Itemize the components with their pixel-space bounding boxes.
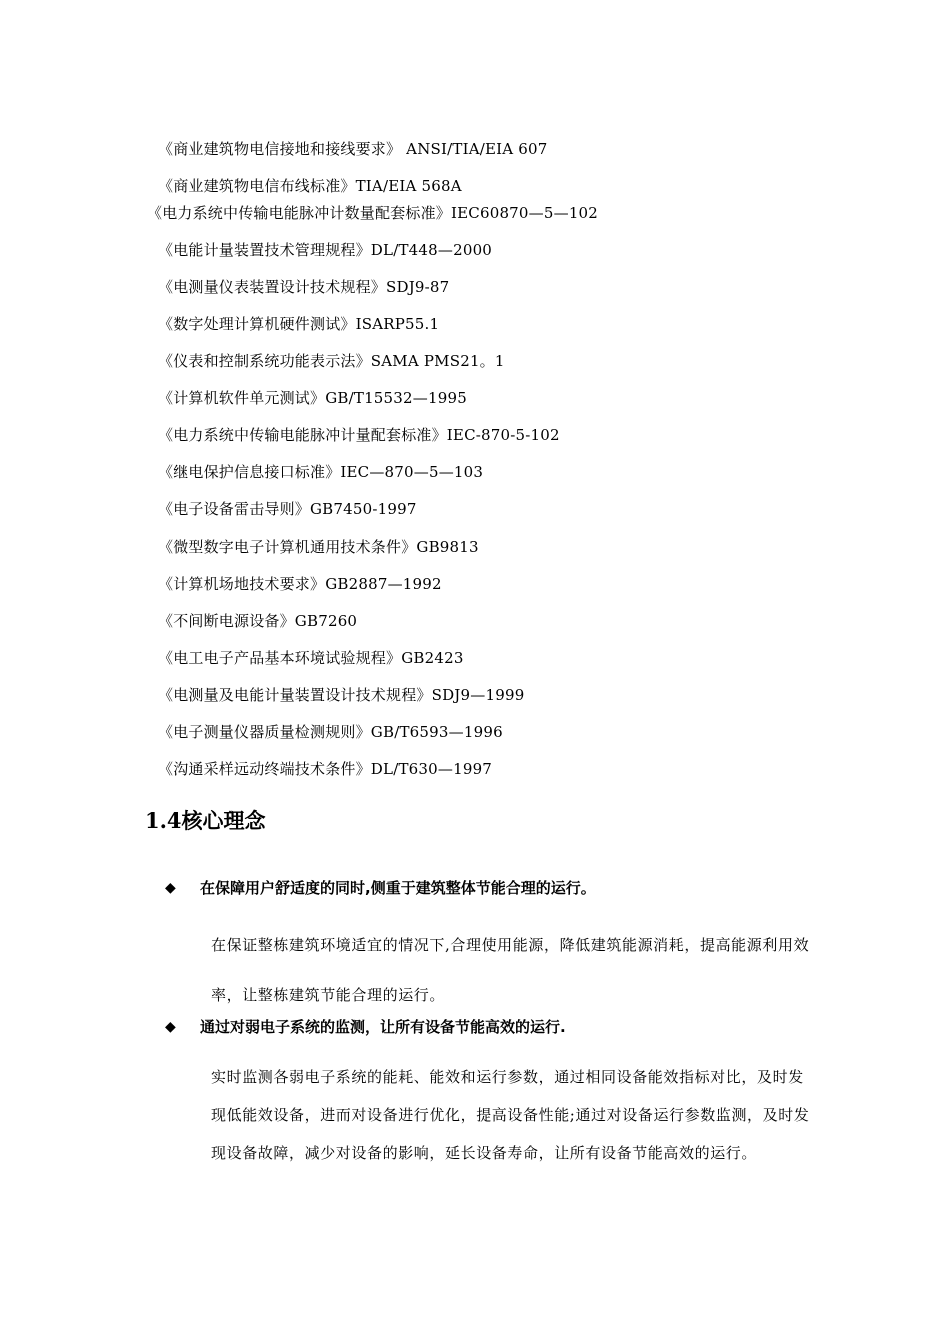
point-body: 在保证整栋建筑环境适宜的情况下,合理使用能源，降低建筑能源消耗，提高能源利用效率，让整栋建筑节能合理的运行。 [211, 936, 810, 1004]
standard-item: 《仪表和控制系统功能表示法》SAMA PMS21。1 [158, 352, 505, 370]
standard-item: 《商业建筑物电信布线标准》TIA/EIA 568A [158, 177, 462, 195]
standard-item: 《计算机场地技术要求》GB2887—1992 [158, 575, 442, 593]
standard-item: 《电测量仪表装置设计技术规程》SDJ9-87 [158, 278, 450, 296]
diamond-bullet-icon: ◆ [165, 880, 176, 896]
standard-item: 《电力系统中传输电能脉冲计量配套标准》IEC-870-5-102 [158, 426, 560, 444]
standard-item: 《电子测量仪器质量检测规则》GB/T6593—1996 [158, 723, 503, 741]
section-title: 1.4核心理念 [145, 808, 266, 833]
standard-item: 《继电保护信息接口标准》IEC—870—5—103 [158, 463, 484, 481]
standard-item: 《商业建筑物电信接地和接线要求》 ANSI/TIA/EIA 607 [158, 140, 548, 158]
standard-item: 《微型数字电子计算机通用技术条件》GB9813 [158, 538, 479, 556]
standard-item: 《数字处理计算机硬件测试》ISARP55.1 [158, 315, 440, 333]
standard-item: 《电测量及电能计量装置设计技术规程》SDJ9—1999 [158, 686, 525, 704]
standard-item: 《计算机软件单元测试》GB/T15532—1995 [158, 389, 467, 407]
point-heading: 在保障用户舒适度的同时,侧重于建筑整体节能合理的运行。 [200, 879, 596, 897]
point-body: 实时监测各弱电子系统的能耗、能效和运行参数，通过相同设备能效指标对比，及时发现低能效设备，进而对设备进行优化，提高设备性能;通过对设备运行参数监测，及时发现设备故障，减少对设备的影响，延长设备寿命，让所有设备节能高效的运行。 [211, 1068, 810, 1162]
standard-item: 《电子设备雷击导则》GB7450-1997 [158, 500, 417, 518]
standard-item: 《不间断电源设备》GB7260 [158, 612, 358, 630]
standard-item: 《电工电子产品基本环境试验规程》GB2423 [158, 649, 464, 667]
point-heading: 通过对弱电子系统的监测，让所有设备节能高效的运行. [200, 1018, 566, 1036]
diamond-bullet-icon: ◆ [165, 1019, 176, 1035]
standard-item: 《电能计量装置技术管理规程》DL/T448—2000 [158, 241, 493, 259]
standard-item: 《电力系统中传输电能脉冲计数量配套标准》IEC60870—5—102 [147, 204, 599, 222]
standard-item: 《沟通采样远动终端技术条件》DL/T630—1997 [158, 760, 493, 778]
